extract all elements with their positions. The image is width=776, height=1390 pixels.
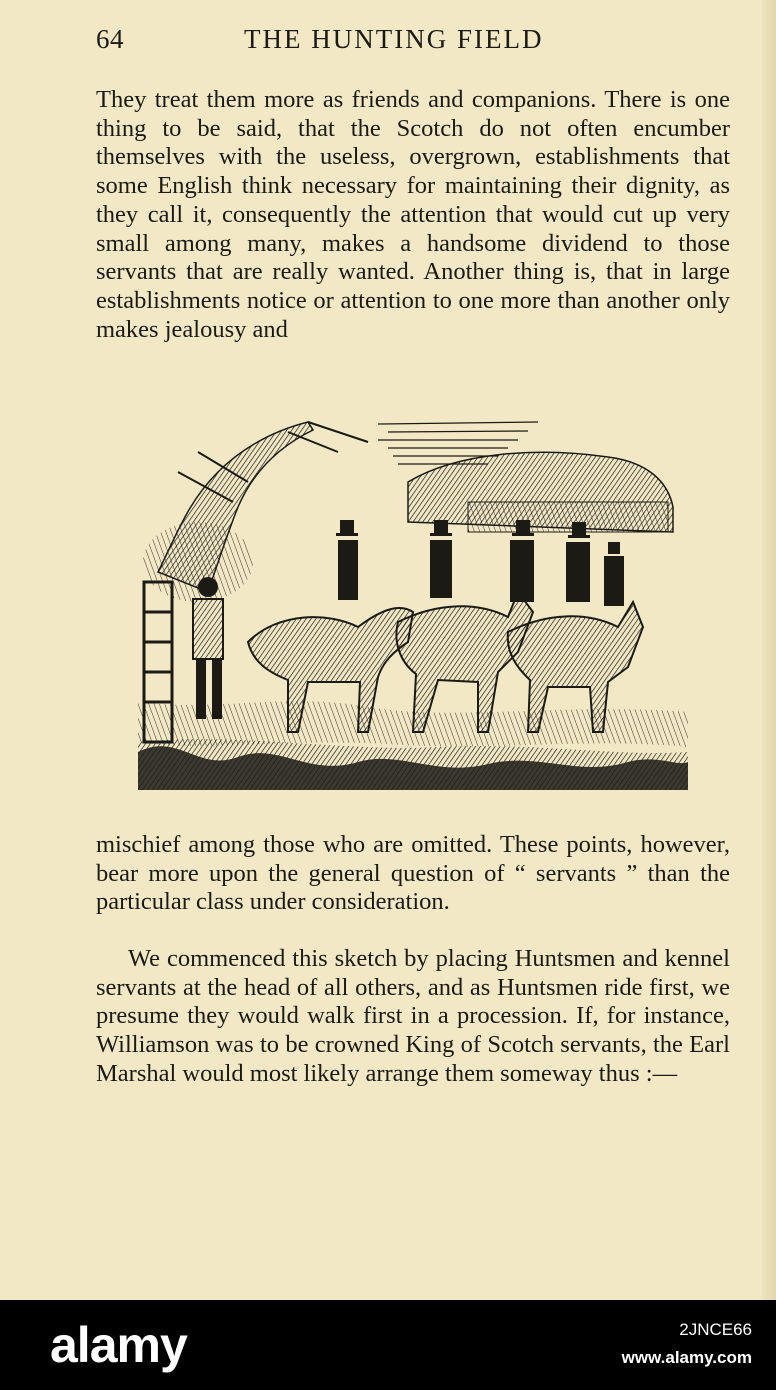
footer-url: www.alamy.com: [621, 1348, 752, 1367]
page-number: 64: [96, 24, 124, 54]
body-paragraph-1: They treat them more as friends and companions. There is one thing to be said, that the Scotch do not often encumber themselves with the useless, overgrown, establishments that some English think necessary for maintaining their dignity, as they call it, consequently the attention that would cut up very small among many, makes a handsome dividend to those servants that are really wanted. Another thing is, that in large establishments notice or attention to one more than another only makes jealousy and: [96, 86, 730, 343]
body-paragraph-2: mischief among those who are omitted. These points, however, bear more upon the general question of “ servants ” than the particular class under consideration.: [96, 831, 730, 916]
page-edge: [762, 0, 776, 1300]
running-head: THE HUNTING FIELD: [244, 24, 544, 54]
body-paragraph-3: We commenced this sketch by placing Huntsmen and kennel servants at the head of all others, and as Huntsmen ride first, we presume they would walk first in a procession. If, for instance, Williamson was to be crowned King of Scotch servants, the Earl Marshal would most likely arrange them someway thus :—: [96, 945, 730, 1087]
engraving-hunting-scene-icon: [138, 412, 688, 790]
image-id: 2JNCE66: [679, 1320, 752, 1339]
page-header: [96, 24, 730, 64]
alamy-logo: alamy: [50, 1317, 187, 1373]
